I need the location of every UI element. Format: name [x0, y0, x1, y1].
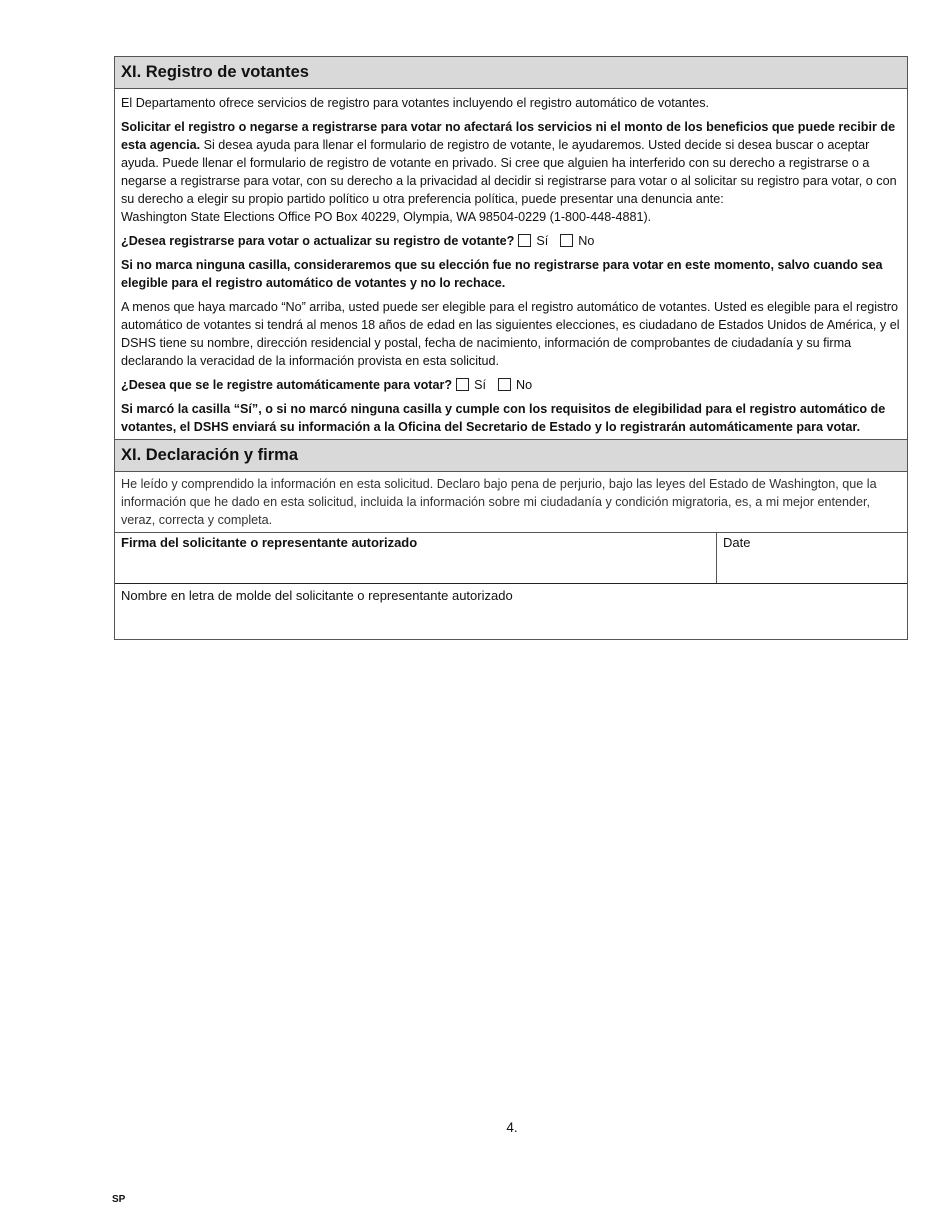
assistance-paragraph	[121, 118, 901, 226]
elections-office-address: Washington State Elections Office PO Box 40229, Olympia, WA 98504-0229 (1-800-448-4881).	[121, 210, 652, 224]
no-selection-note: Si no marca ninguna casilla, consideraremos que su elección fue no registrarse para votar en este momento, salvo cuando sea elegible para el registro automático de votantes y no lo rechace.	[121, 258, 883, 290]
date-field[interactable]	[717, 533, 907, 583]
printed-name-field[interactable]	[115, 584, 907, 639]
register-no-label: No	[578, 234, 595, 248]
auto-register-note: Si marcó la casilla “Sí”, o si no marcó ninguna casilla y cumple con los requisitos de elegibilidad para el registro automático de votantes, el DSHS enviará su información a la Oficina del Secretario de Estado y lo registrarán automáticamente para votar.	[121, 402, 886, 434]
auto-register-question: ¿Desea que se le registre automáticamente para votar?	[121, 378, 453, 392]
page-number: 4.	[506, 1120, 518, 1135]
assistance-text: Si desea ayuda para llenar el formulario de registro de votante, le ayudaremos. Usted decide si desea buscar o aceptar ayuda. Puede llenar el formulario de registro de votante en privado. Si cree que alguien ha interferido con su derecho a registrarse o a negarse a registrarse para votar, con su derecho a la privacidad al decidir si registrarse para votar o al solicitar su registro para votar, o con su derecho a elegir su propio partido político u otra preferencia política, puede presentar una denuncia ante:	[121, 138, 897, 206]
signature-row	[115, 533, 907, 584]
signature-label: Firma del solicitante o representante autorizado	[121, 535, 418, 550]
auto-register-no-label: No	[515, 378, 533, 392]
auto-register-question-row	[121, 376, 901, 394]
auto-register-yes-checkbox[interactable]	[456, 378, 469, 391]
voter-registration-section	[115, 89, 907, 439]
register-yes-checkbox[interactable]	[518, 234, 531, 247]
declaration-header: XI. Declaración y firma	[115, 439, 907, 472]
voter-registration-form	[114, 56, 908, 640]
intro-text: El Departamento ofrece servicios de registro para votantes incluyendo el registro automático de votantes.	[121, 96, 710, 110]
register-question-row	[121, 232, 901, 250]
auto-register-yes-label: Sí	[474, 378, 486, 392]
eligibility-paragraph: A menos que haya marcado “No” arriba, usted puede ser elegible para el registro automático de votantes. Usted es elegible para el registro automático de votantes si tendrá al menos 18 años de edad en las siguientes elecciones, es ciudadano de Estados Unidos de América, y el DSHS tiene su nombre, dirección residencial y postal, fecha de nacimiento, información de comprobantes de ciudadanía y su firma declarando la veracidad de la información provista en esta solicitud.	[121, 300, 900, 368]
register-question: ¿Desea registrarse para votar o actualizar su registro de votante?	[121, 234, 515, 248]
signature-field[interactable]	[115, 533, 717, 583]
register-no-checkbox[interactable]	[560, 234, 573, 247]
printed-name-label: Nombre en letra de molde del solicitante o representante autorizado	[121, 588, 513, 603]
register-yes-label: Sí	[536, 234, 549, 248]
declaration-text: He leído y comprendido la información en esta solicitud. Declaro bajo pena de perjurio, bajo las leyes del Estado de Washington, que la información que he dado en esta solicitud, incluida la información sobre mi ciudadanía y condición migratoria, es, a mi mejor entender, veraz, correcta y completa.	[115, 472, 907, 533]
voter-registration-header: XI. Registro de votantes	[115, 57, 907, 89]
form-code: SP	[112, 1194, 126, 1205]
assistance-bold-text: Solicitar el registro o negarse a registrarse para votar no afectará los servicios ni el monto de los beneficios que puede recibir de esta agencia.	[121, 120, 896, 152]
auto-register-no-checkbox[interactable]	[498, 378, 511, 391]
date-label: Date	[723, 535, 751, 550]
